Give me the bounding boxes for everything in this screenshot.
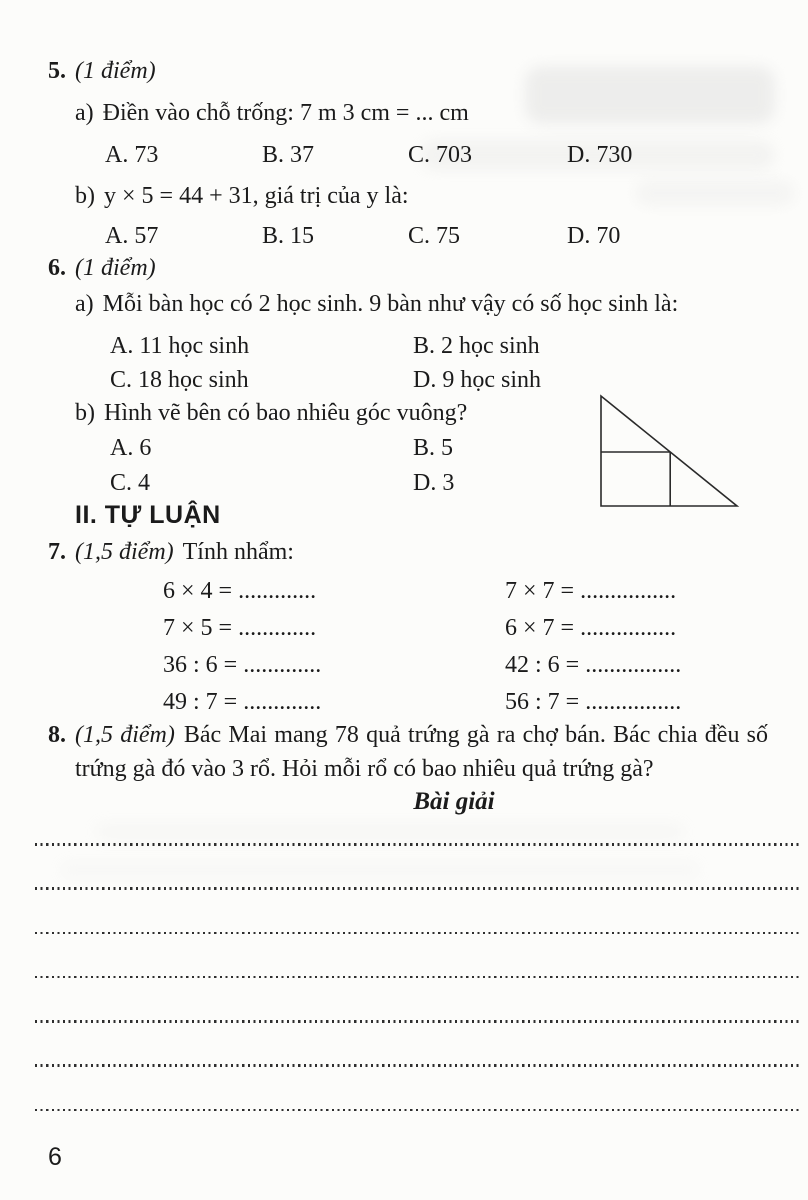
q5a-option-a: A. 73 [105,142,159,168]
q6b-label: b) [75,400,95,426]
answer-line [35,843,800,846]
q5a-statement: Điền vào chỗ trống: 7 m 3 cm = ... cm [102,100,469,126]
answer-line [35,887,800,890]
q6b-option-a: A. 6 [110,435,152,461]
q5b-option-d: D. 70 [567,223,621,249]
q7-header [48,535,294,569]
q6a-statement: Mỗi bàn học có 2 học sinh. 9 bàn như vậy có số học sinh là: [102,291,679,317]
q6b-option-b: B. 5 [413,435,454,461]
print-bleed-artifact [95,823,685,841]
q5-points: (1 điểm) [75,58,156,84]
answer-line [35,1064,800,1067]
q7-points: (1,5 điểm) [75,539,174,565]
q7-exercise: 56 : 7 = ................ [505,689,682,715]
q5b-option-a: A. 57 [105,223,159,249]
q6-points: (1 điểm) [75,255,156,281]
q8-number: 8. [48,722,66,748]
q7-exercise: 36 : 6 = ............. [163,652,322,678]
section-2-heading: II. TỰ LUẬN [75,501,221,529]
q6-header [48,251,165,285]
q5b-text [75,179,409,213]
q7-statement: Tính nhẩm: [182,539,294,565]
q6b-text [75,396,467,430]
q5-header [48,54,165,88]
q7-exercises [163,573,783,721]
right-triangle-figure [588,391,740,509]
answer-line [35,1020,800,1023]
right-triangle-svg [588,391,740,509]
q6b-option-c: C. 4 [110,470,151,496]
q7-exercise: 7 × 5 = ............. [163,615,317,641]
answer-line [35,932,800,935]
answer-lines [35,843,800,1153]
q8-text-line1 [48,718,768,752]
q6b-options [110,431,570,501]
q5b-option-b: B. 15 [262,223,315,249]
q5a-label: a) [75,100,94,126]
q7-exercise: 6 × 4 = ............. [163,578,317,604]
solution-heading: Bài giải [413,788,495,815]
q5b-statement: y × 5 = 44 + 31, giá trị của y là: [104,183,409,209]
print-bleed-artifact [525,66,775,124]
triangle-outline [601,396,737,506]
q5a-option-c: C. 703 [408,142,473,168]
q5-number: 5. [48,58,66,84]
q6a-option-c: C. 18 học sinh [110,367,249,393]
q7-number: 7. [48,539,66,565]
q6a-label: a) [75,291,94,317]
q5a-options [105,138,765,172]
answer-line [35,1109,800,1112]
q8-points: (1,5 điểm) [75,722,175,748]
print-bleed-artifact [635,180,795,206]
answer-line [35,976,800,979]
page-number: 6 [48,1143,62,1171]
q6a-option-d: D. 9 học sinh [413,367,541,393]
q5b-label: b) [75,183,95,209]
q8-statement-line1: Bác Mai mang 78 quả trứng gà ra chợ bán. Bác chia đều số [183,722,769,748]
q6a-options [110,329,750,397]
q5a-option-b: B. 37 [262,142,315,168]
q6b-statement: Hình vẽ bên có bao nhiêu góc vuông? [104,400,468,426]
q6-number: 6. [48,255,66,281]
q8-block [48,718,768,786]
q6a-option-a: A. 11 học sinh [110,333,250,359]
q6a-option-b: B. 2 học sinh [413,333,540,359]
q7-exercise: 6 × 7 = ................ [505,615,677,641]
q6a-text [75,287,678,321]
q6b-option-d: D. 3 [413,470,455,496]
q7-exercise: 49 : 7 = ............. [163,689,322,715]
q5b-options [105,219,765,253]
q7-exercise: 42 : 6 = ................ [505,652,682,678]
q7-exercise: 7 × 7 = ................ [505,578,677,604]
q8-text-line2: trứng gà đó vào 3 rổ. Hỏi mỗi rổ có bao nhiêu quả trứng gà? [75,756,654,782]
q5a-text [75,96,469,130]
q5a-option-d: D. 730 [567,142,633,168]
q5b-option-c: C. 75 [408,223,461,249]
